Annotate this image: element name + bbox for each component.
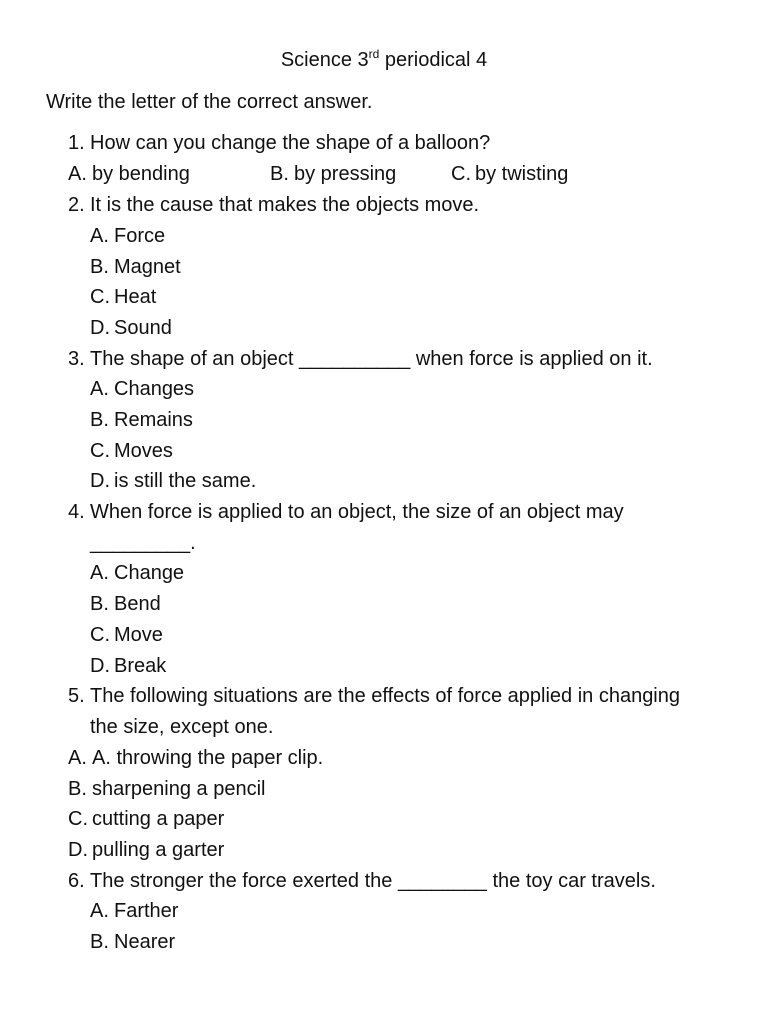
question-number: 3.: [68, 348, 85, 370]
option-c: C. Move: [90, 624, 163, 646]
question-text: How can you change the shape of a balloon?: [90, 132, 491, 154]
question-3: [68, 347, 653, 371]
question-text: The following situations are the effects of force applied in changing: [90, 685, 680, 707]
instruction: Write the letter of the correct answer.: [46, 91, 373, 113]
question-5-continuation: the size, except one.: [90, 716, 274, 738]
title-suffix: periodical 4: [379, 49, 488, 71]
option-c: C. by twisting: [451, 163, 569, 185]
option-b: B. Nearer: [90, 931, 176, 953]
question-text: It is the cause that makes the objects move.: [90, 194, 480, 216]
option-a: A. Farther: [90, 900, 179, 922]
option-d: D. pulling a garter: [68, 839, 225, 861]
option-a: A. Force: [90, 225, 166, 247]
option-a: A. Changes: [90, 378, 195, 400]
option-a: A. Change: [90, 562, 185, 584]
option-d: D. Break: [90, 655, 167, 677]
question-4-continuation: _________.: [90, 532, 196, 554]
question-number: 5.: [68, 685, 85, 707]
question-number: 1.: [68, 132, 85, 154]
question-text: The shape of an object __________ when force is applied on it.: [90, 348, 653, 370]
question-6: [68, 869, 656, 893]
question-1: [68, 131, 490, 155]
question-number: 2.: [68, 194, 85, 216]
question-text: The stronger the force exerted the ________ the toy car travels.: [90, 870, 656, 892]
option-d: D. Sound: [90, 317, 172, 339]
option-b: B. Magnet: [90, 256, 181, 278]
option-c: C. Moves: [90, 440, 173, 462]
option-b: B. by pressing: [270, 163, 397, 185]
question-number: 4.: [68, 501, 85, 523]
question-number: 6.: [68, 870, 85, 892]
option-b: B. sharpening a pencil: [68, 778, 266, 800]
question-4: [68, 500, 624, 524]
question-5: [68, 684, 680, 708]
question-2: [68, 193, 479, 217]
question-text: When force is applied to an object, the size of an object may: [90, 501, 624, 523]
option-a: A. A. throwing the paper clip.: [68, 747, 324, 769]
option-c: C. cutting a paper: [68, 808, 225, 830]
option-b: B. Remains: [90, 409, 193, 431]
option-a: A. by bending: [68, 163, 190, 185]
option-d: D. is still the same.: [90, 470, 257, 492]
option-c: C. Heat: [90, 286, 157, 308]
option-b: B. Bend: [90, 593, 161, 615]
title-superscript: rd: [368, 47, 380, 61]
page-title: [0, 48, 768, 74]
title-text: Science 3: [280, 49, 369, 71]
